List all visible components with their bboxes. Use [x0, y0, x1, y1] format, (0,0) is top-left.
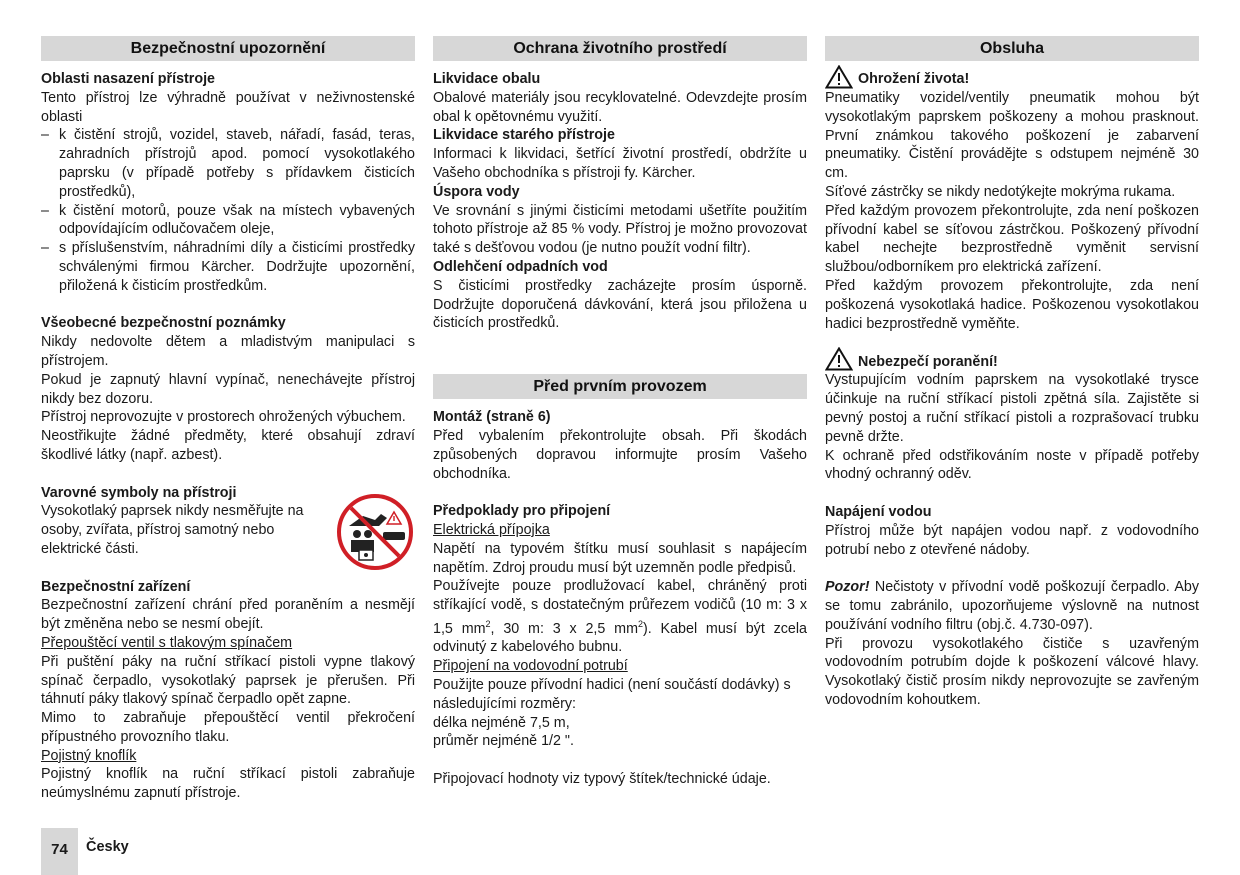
subheading-general-safety: Všeobecné bezpečnostní poznámky	[41, 315, 286, 332]
subheading-packaging: Likvidace obalu	[433, 71, 541, 87]
subheading-overflow-valve: Přepouštěcí ventil s tlakovým spínačem	[41, 634, 293, 651]
section-header-operation: Obsluha	[825, 36, 1199, 61]
subheading-areas-of-use: Oblasti nasazení přístroje	[41, 71, 215, 87]
subheading-water-saving: Úspora vody	[433, 183, 520, 200]
paragraph: Před vybalením překontrolujte obsah. Při škodách způsobených dopravou informujte prosím Vašeho obchodníka.	[433, 427, 807, 482]
areas-of-use-list	[41, 126, 415, 295]
paragraph: Vysokotlaký paprsek nikdy nesměřujte na osoby, zvířata, přístroj samotný nebo elektrické části.	[41, 503, 304, 557]
no-spray-warning-symbol-icon	[335, 492, 415, 572]
paragraph: Bezpečnostní zařízení chrání před poraněním a nesmějí být změněna nebo se nesmí obejít.	[41, 597, 415, 633]
paragraph: Neostřikujte žádné předměty, které obsahují zdraví škodlivé látky (např. azbest).	[41, 428, 415, 463]
paragraph: Síťové zástrčky se nikdy nedotýkejte mokrýma rukama.	[825, 183, 1176, 200]
caution-label: Pozor!	[825, 579, 870, 596]
language-label: Česky	[86, 839, 129, 855]
subheading-electrical-connection: Elektrická přípojka	[433, 521, 550, 538]
paragraph: průměr nejméně 1/2 ".	[433, 733, 574, 750]
paragraph: Napětí na typovém štítku musí souhlasit s napájecím napětím. Zdroj proudu musí být uzemněn podle předpisů.	[433, 540, 807, 576]
subheading-waste-water: Odlehčení odpadních vod	[433, 258, 608, 275]
paragraph: Před každým provozem překontrolujte, zda není poškozen přívodní kabel se síťovou zástrčkou. Poškozený přívodní kabel nechejte bezprostředně vyměnit servisní službou/odborníkem pro elektrická zařízení.	[825, 202, 1199, 276]
paragraph: Připojovací hodnoty viz typový štítek/technické údaje.	[433, 771, 771, 788]
section-header-safety: Bezpečnostní upozornění	[41, 36, 415, 61]
section-header-before-first-use: Před prvním provozem	[433, 374, 807, 399]
warning-heading-danger-to-life	[825, 67, 1199, 89]
subheading-old-appliance: Likvidace starého přístroje	[433, 127, 615, 144]
paragraph: Přístroj neprovozujte v prostorech ohrožených výbuchem.	[41, 409, 406, 426]
column-safety	[41, 36, 415, 803]
warning-heading-risk-of-injury	[825, 349, 1199, 371]
subheading-safety-devices: Bezpečnostní zařízení	[41, 578, 191, 595]
subheading-water-supply: Napájení vodou	[825, 503, 932, 520]
warning-triangle-icon	[825, 65, 853, 89]
paragraph: S čisticími prostředky zacházejte prosím úsporně. Dodržujte doporučená dávkování, která jsou přiložena u čisticích prostředků.	[433, 277, 807, 332]
warning-triangle-icon	[825, 347, 853, 371]
paragraph: Při provozu vysokotlakého čističe s uzavřeným vodovodním potrubím dojde k poškození válcové hlavy. Vysokotlaký čistič prosím nikdy neprovozujte se zavřeným vodovodním kohoutkem.	[825, 635, 1199, 708]
paragraph-extension-cable: Používejte pouze prodlužovací kabel, chráněný proti stříkající vodě, s dostatečným průřezem vodičů (10 m: 3 x 1,5 $mm^2$, 30 m: 3 x 2,5 $mm^2$). Kabel musí být zcela odvinutý z kabelového bubnu.	[433, 578, 807, 656]
subheading-connection-requirements: Předpoklady pro připojení	[433, 503, 611, 520]
list-item: – k čistění motorů, pouze však na místech vybavených odpovídajícím odlučovačem oleje,	[41, 202, 415, 240]
warning-title: Nebezpečí poranění!	[858, 353, 998, 370]
paragraph: Pneumatiky vozidel/ventily pneumatik mohou být vysokotlakým paprskem poškozeny a mohou prasknout. První známkou takového poškození je zabarvení pneumatiky. Čistění provádějte s odstupem nejméně 30 cm.	[825, 90, 1199, 182]
paragraph: Vystupujícím vodním paprskem na vysokotlaké trysce účinkuje na ruční stříkací pistoli zpětná síla. Zajistěte si pevný postoj a ruční stříkací pistoli a rozprašovací trubku pevně držte.	[825, 372, 1199, 445]
paragraph: K ochraně před odstřikováním noste v případě potřeby vhodný ochranný oděv.	[825, 447, 1199, 483]
paragraph: Použijte pouze přívodní hadici (není součástí dodávky) s následujícími rozměry:	[433, 677, 791, 712]
paragraph: Přístroj může být napájen vodou např. z vodovodního potrubí nebo z otevřené nádoby.	[825, 522, 1199, 558]
paragraph: Pokud je zapnutý hlavní vypínač, nenechávejte přístroj nikdy bez dozoru.	[41, 371, 415, 407]
list-item: – s příslušenstvím, náhradními díly a čisticími prostředky schválenými firmou Kärcher. Dodržujte upozornění, přiložená k čisticím prostředkům.	[41, 239, 415, 295]
subheading-warning-symbols: Varovné symboly na přístroji	[41, 484, 237, 501]
subheading-safety-catch: Pojistný knoflík	[41, 747, 137, 764]
paragraph-caution: Pozor! Nečistoty v přívodní vodě poškozují čerpadlo. Aby se tomu zabránilo, upozorňujeme výslovně na nutnost používání vodního filtru (obj.č. 4.730-097).	[825, 579, 1199, 633]
warning-title: Ohrožení života!	[858, 71, 970, 88]
paragraph: Před každým provozem překontrolujte, zda není poškozená vysokotlaká hadice. Poškozenou vysokotlakou hadici bezprostředně vyměňte.	[825, 277, 1199, 332]
column-operation	[825, 36, 1199, 710]
subheading-assembly: Montáž (straně 6)	[433, 409, 551, 426]
warning-symbols-block	[41, 484, 415, 559]
list-item: – k čistění strojů, vozidel, staveb, nářadí, fasád, teras, zahradních přístrojů apod. pomocí vysokotlakého paprsku (v případě potřeby s přídavkem čisticích prostředků),	[41, 126, 415, 201]
page-number: 74	[41, 828, 78, 875]
paragraph: Informaci k likvidaci, šetřící životní prostředí, obdržíte u Vašeho obchodníka s přístroji fy. Kärcher.	[433, 146, 807, 181]
column-environment	[433, 36, 807, 789]
subheading-water-connection: Připojení na vodovodní potrubí	[433, 658, 628, 675]
paragraph: délka nejméně 7,5 m,	[433, 714, 570, 731]
paragraph: Obalové materiály jsou recyklovatelné. Odevzdejte prosím obal k opětovnému využití.	[433, 89, 807, 125]
section-header-environment: Ochrana životního prostředí	[433, 36, 807, 61]
paragraph: Nikdy nedovolte dětem a mladistvým manipulaci s přístrojem.	[41, 334, 415, 369]
paragraph: Pojistný knoflík na ruční stříkací pistoli zabraňuje neúmyslnému zapnutí přístroje.	[41, 766, 415, 802]
paragraph: Ve srovnání s jinými čisticími metodami ušetříte použitím tohoto přístroje až 85 % vody. Přístroj je možno provozovat také s dešťovou vodou (je nutno použít vodní filtr).	[433, 202, 807, 257]
paragraph: Při puštění páky na ruční stříkací pistoli vypne tlakový spínač čerpadlo, vysokotlaký paprsek je přerušen. Při táhnutí páky tlakový spínač čerpadlo opět zapne.	[41, 653, 415, 708]
text-areas-of-use: Tento přístroj lze výhradně používat v neživnostenské oblasti	[41, 89, 415, 125]
paragraph: Mimo to zabraňuje přepouštěcí ventil překročení přípustného provozního tlaku.	[41, 710, 415, 745]
